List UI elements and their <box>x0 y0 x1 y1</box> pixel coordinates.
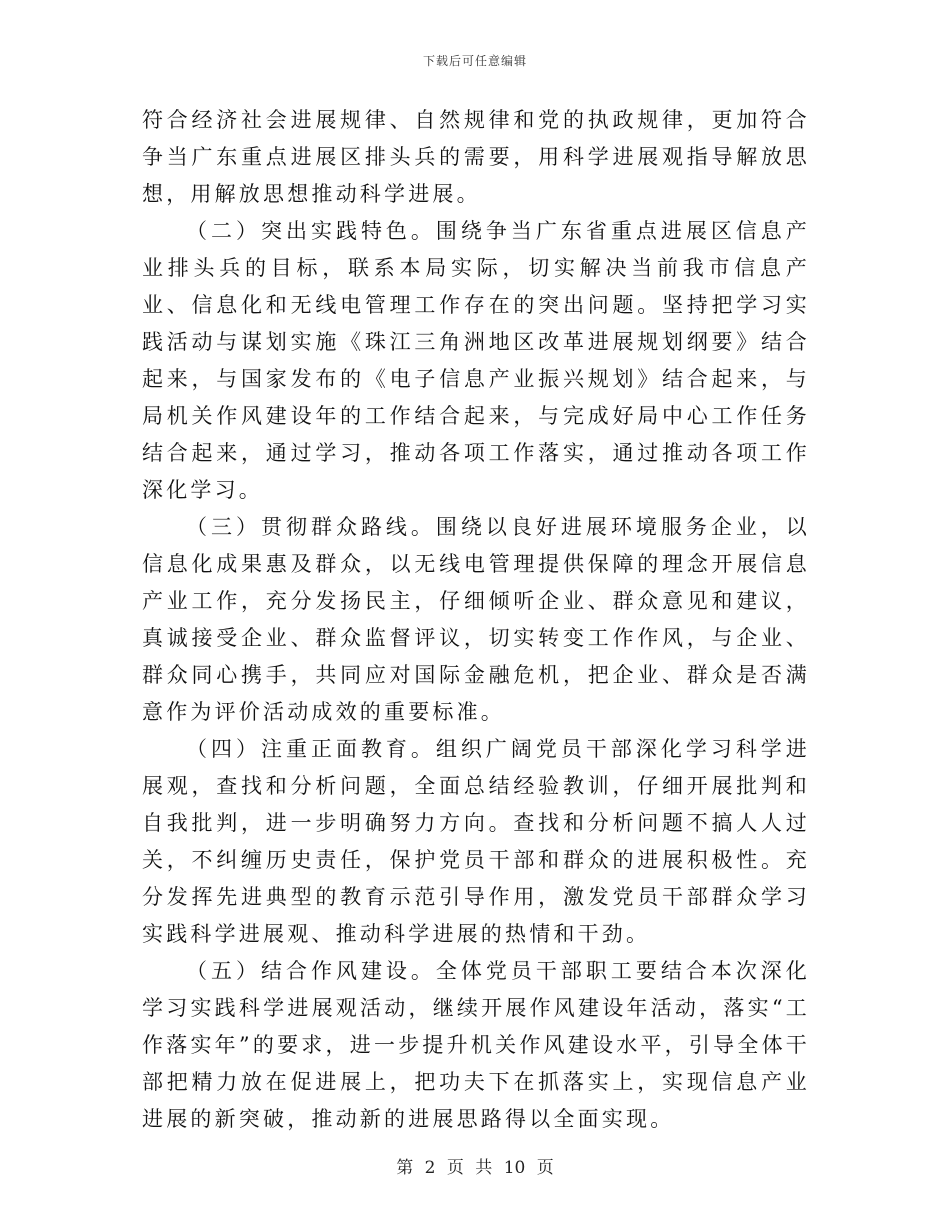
paragraph-2-practice-features: （二）突出实践特色。围绕争当广东省重点进展区信息产业排头兵的目标，联系本局实际，切实解决当前我市信息产业、信息化和无线电管理工作存在的突出问题。坚持把学习实践活动与谋划实施《珠江三角洲地区改革进展规划纲要》结合起来，与国家发布的《电子信息产业振兴规划》结合起来，与局机关作风建设年的工作结合起来，与完成好局中心工作任务结合起来，通过学习，推动各项工作落实，通过推动各项工作深化学习。 <box>142 219 810 502</box>
paragraph-3-mass-line: （三）贯彻群众路线。围绕以良好进展环境服务企业，以信息化成果惠及群众，以无线电管理提供保障的理念开展信息产业工作，充分发扬民主，仔细倾听企业、群众意见和建议，真诚接受企业、群众监督评议，切实转变工作作风，与企业、群众同心携手，共同应对国际金融危机，把企业、群众是否满意作为评价活动成效的重要标准。 <box>142 515 810 724</box>
paragraph-continuation: 符合经济社会进展规律、自然规律和党的执政规律，更加符合争当广东重点进展区排头兵的需要，用科学进展观指导解放思想，用解放思想推动科学进展。 <box>142 108 810 206</box>
page-header: 下载后可任意编辑 <box>422 54 527 68</box>
paragraph-5-work-style: （五）结合作风建设。全体党员干部职工要结合本次深化学习实践科学进展观活动，继续开展作风建设年活动，落实“工作落实年”的要求，进一步提升机关作风建设水平，引导全体干部把精力放在促进展上，把功夫下在抓落实上，实现信息产业进展的新突破，推动新的进展思路得以全面实现。 <box>142 959 810 1131</box>
paragraph-4-positive-education: （四）注重正面教育。组织广阔党员干部深化学习科学进展观，查找和分析问题，全面总结经验教训，仔细开展批判和自我批判，进一步明确努力方向。查找和分析问题不搞人人过关，不纠缠历史责任，保护党员干部和群众的进展积极性。充分发挥先进典型的教育示范引导作用，激发党员干部群众学习实践科学进展观、推动科学进展的热情和干劲。 <box>142 737 810 946</box>
page-number: 第 2 页 共 10 页 <box>396 1158 554 1178</box>
document-body <box>142 102 810 1138</box>
